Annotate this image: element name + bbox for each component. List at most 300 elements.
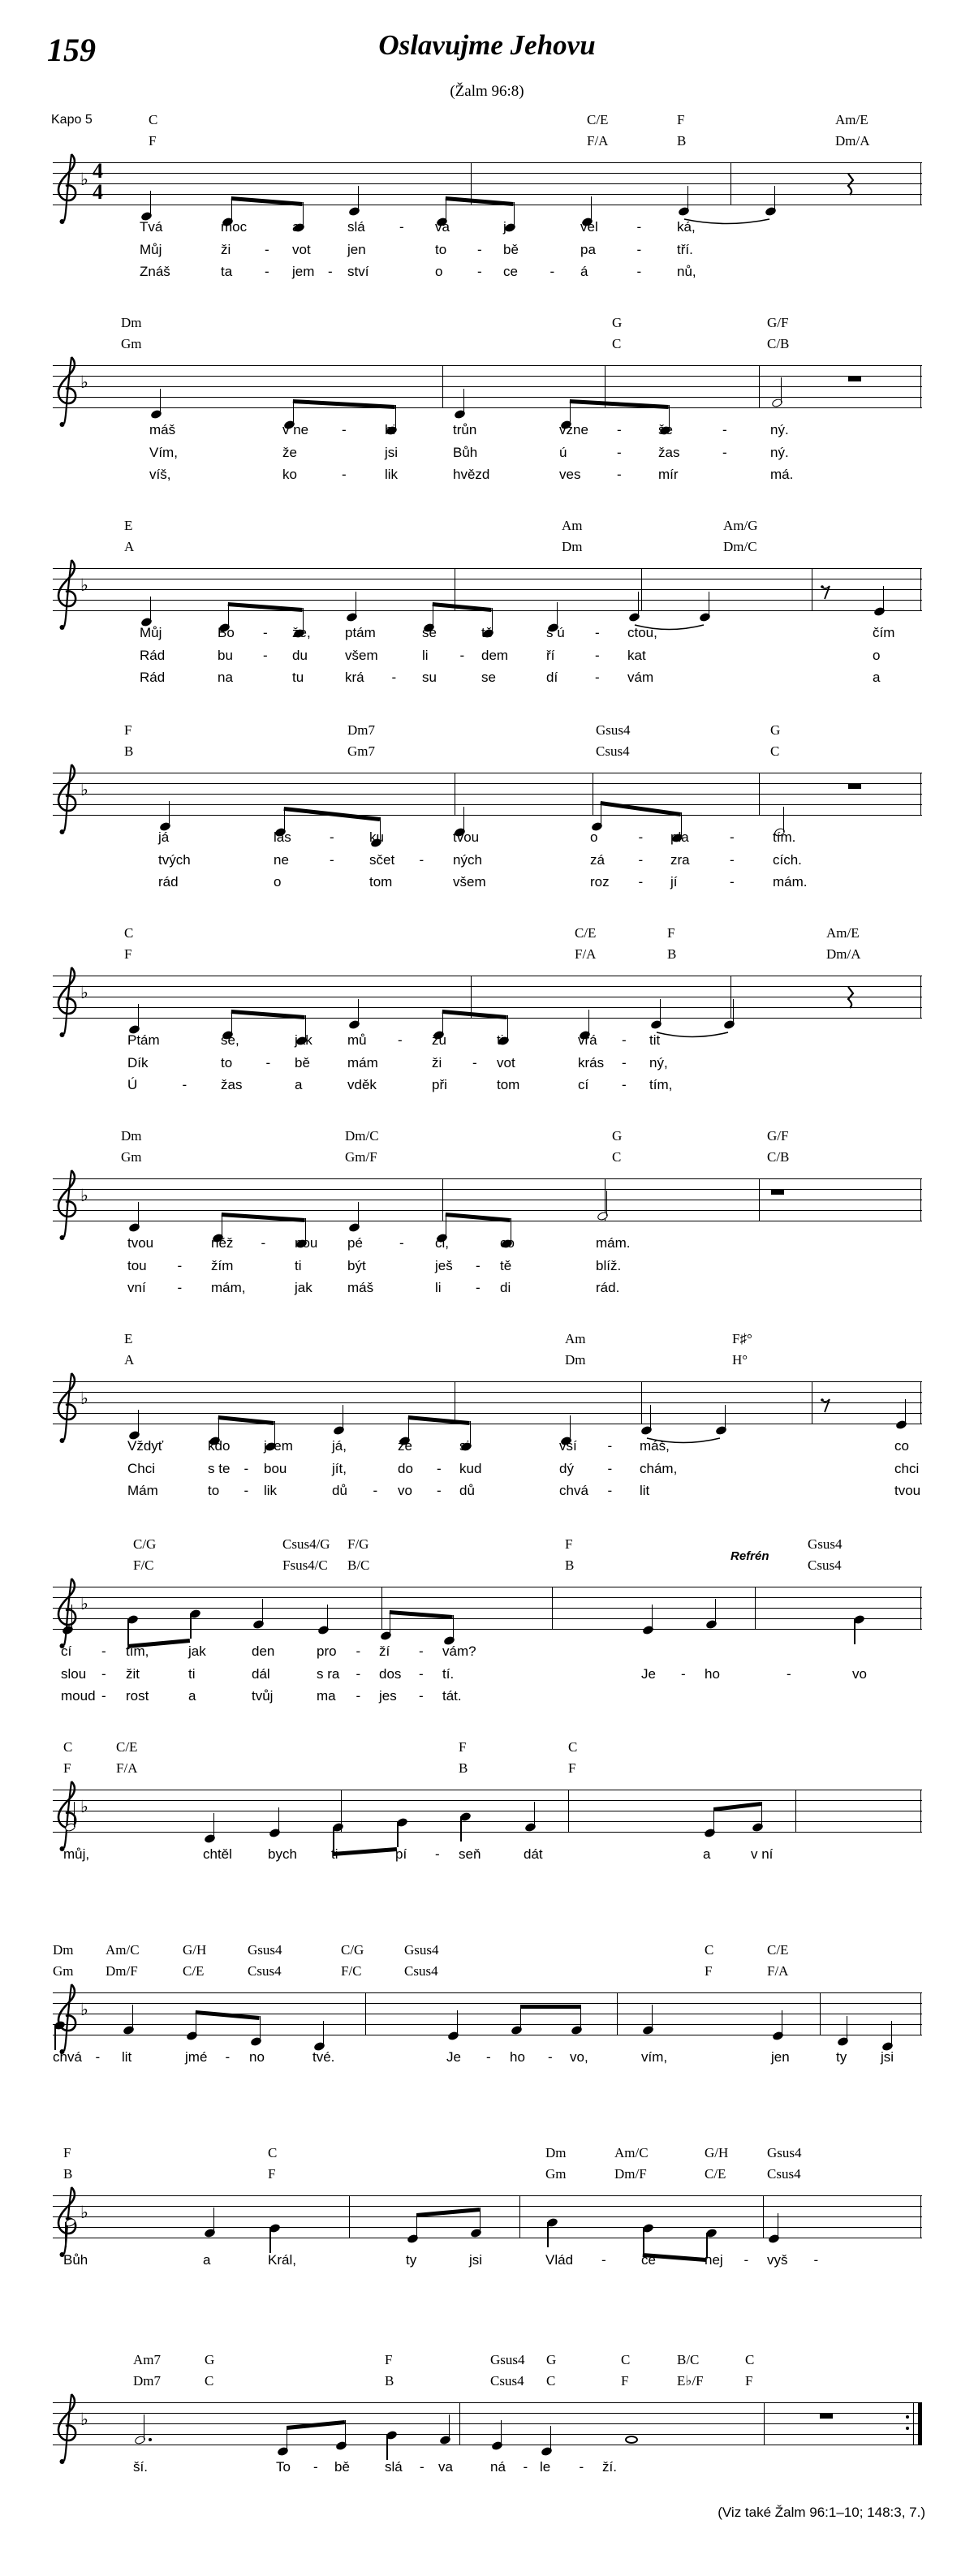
- lyric-syllable: ti: [295, 1257, 302, 1273]
- lyric-syllable: si: [459, 1438, 470, 1454]
- staff-line: [53, 568, 922, 569]
- lyric-syllable: na: [218, 670, 233, 685]
- chord-label-actual: C: [612, 1149, 622, 1165]
- chord-label-actual: Gm: [121, 336, 142, 351]
- note-stem: [138, 1202, 140, 1227]
- lyric-hyphen: -: [622, 1032, 627, 1048]
- barline: [795, 1790, 796, 1833]
- lyric-syllable: mír: [658, 467, 679, 482]
- lyric-syllable: Je: [446, 2049, 461, 2065]
- lyric-hyphen: -: [356, 1643, 361, 1659]
- lyric-syllable: a: [188, 1688, 196, 1704]
- lyric-hyphen: -: [477, 264, 482, 279]
- lyric-hyphen: -: [225, 2049, 231, 2065]
- lyric-syllable: ných: [453, 851, 482, 868]
- lyric-syllable: já: [158, 829, 170, 845]
- note-stem: [650, 1405, 652, 1430]
- lyric-syllable: vděk: [347, 1077, 377, 1092]
- chord-label-capo: Gsus4: [808, 1536, 843, 1552]
- lyric-hyphen: -: [607, 1483, 613, 1498]
- lyric-syllable: a: [292, 219, 300, 235]
- lyric-hyphen: -: [419, 1643, 424, 1659]
- lyric-syllable: vo,: [570, 2049, 588, 2065]
- lyric-syllable: bu: [218, 647, 233, 663]
- lyric-hyphen: -: [579, 2459, 584, 2475]
- treble-clef-icon: [54, 964, 81, 1042]
- lyric-syllable: máš: [347, 1280, 374, 1295]
- lyric-syllable: Můj: [140, 241, 162, 257]
- note-stem: [150, 597, 152, 622]
- note-stem: [144, 2414, 145, 2440]
- flat-icon: ♭: [80, 780, 88, 799]
- lyric-syllable: di: [500, 1280, 511, 1295]
- note-stem: [547, 2222, 549, 2247]
- lyric-syllable: krás: [578, 1054, 605, 1070]
- lyric-syllable: tvé.: [312, 2049, 335, 2065]
- note-stem: [557, 602, 558, 627]
- lyric-hyphen: -: [261, 1235, 266, 1251]
- lyric-syllable: Vlád: [545, 2252, 574, 2268]
- treble-clef-icon: [54, 1981, 81, 2059]
- chord-label-actual: F: [268, 2166, 276, 2182]
- lyric-syllable: víš,: [149, 467, 171, 482]
- lyric-syllable: jen: [347, 241, 366, 257]
- note-stem: [190, 1613, 192, 1639]
- lyric-syllable: jak: [188, 1643, 206, 1659]
- lyric-hyphen: -: [328, 264, 333, 279]
- chord-label-actual: Fsus4/C: [282, 1557, 328, 1573]
- chord-label-actual: Dm/C: [723, 539, 757, 554]
- lyric-syllable: něž: [211, 1235, 234, 1251]
- note-stem: [222, 1213, 223, 1238]
- lyric-syllable: seň: [459, 1846, 481, 1862]
- lyric-syllable: du: [292, 647, 308, 663]
- lyric-syllable: rád: [158, 874, 179, 890]
- note-stem: [269, 2228, 271, 2253]
- barline: [568, 1790, 569, 1833]
- lyric-syllable: va: [435, 219, 450, 235]
- lyric-syllable: čím: [873, 625, 895, 640]
- chord-label-actual: F: [149, 133, 157, 149]
- staff-line: [53, 804, 922, 805]
- lyric-syllable: dí: [546, 670, 558, 685]
- treble-clef-icon: [54, 2391, 81, 2469]
- lyric-syllable: slou: [61, 1665, 87, 1682]
- lyric-syllable: či,: [435, 1235, 449, 1251]
- treble-clef-icon: [54, 761, 81, 839]
- lyric-syllable: vo: [852, 1665, 867, 1682]
- chord-label-capo: C: [568, 1739, 578, 1755]
- chord-label-actual: Gm: [545, 2166, 567, 2182]
- chord-label-capo: Gsus4: [248, 1942, 282, 1958]
- note-stem: [293, 399, 295, 424]
- chord-label-capo: Am/E: [826, 925, 860, 941]
- lyric-hyphen: -: [265, 1054, 271, 1070]
- lyric-syllable: še: [658, 422, 673, 437]
- chord-label-capo: C/E: [575, 925, 597, 941]
- lyric-syllable: slá: [347, 219, 365, 235]
- lyric-syllable: tím,: [126, 1643, 149, 1659]
- note-stem: [457, 2010, 459, 2035]
- lyric-syllable: chvá: [53, 2049, 82, 2065]
- end-barline: [920, 976, 921, 1019]
- lyric-syllable: vší: [559, 1438, 577, 1454]
- chord-label-actual: H°: [732, 1352, 748, 1368]
- note-stem: [507, 1015, 509, 1040]
- lyric-syllable: a: [703, 1846, 711, 1862]
- note-stem: [358, 186, 360, 211]
- barline: [519, 2195, 520, 2238]
- chord-label-actual: B: [124, 743, 134, 759]
- staff-line: [53, 1402, 922, 1403]
- lyric-hyphen: -: [638, 851, 644, 868]
- flat-icon: ♭: [80, 1594, 88, 1613]
- lyric-syllable: při: [432, 1077, 447, 1092]
- barline: [820, 1992, 821, 2035]
- flat-icon: ♭: [80, 2000, 88, 2019]
- barline: [442, 365, 443, 408]
- lyric-syllable: máš,: [640, 1438, 670, 1454]
- rest: [820, 1397, 831, 1413]
- note-stem: [606, 1191, 608, 1216]
- lyric-syllable: ko: [282, 467, 297, 482]
- note-stem: [501, 2420, 502, 2445]
- lyric-syllable: ješ: [435, 1257, 453, 1273]
- lyric-hyphen: -: [636, 241, 642, 257]
- staff-line: [53, 365, 922, 366]
- note-stem: [883, 586, 885, 611]
- lyric-syllable: o: [435, 264, 443, 279]
- rest: [848, 784, 861, 789]
- lyric-syllable: Král,: [268, 2252, 296, 2268]
- lyric-syllable: to: [221, 1054, 233, 1070]
- lyric-syllable: kat: [627, 647, 646, 663]
- lyric-syllable: li: [422, 647, 429, 663]
- note-stem: [725, 1405, 726, 1430]
- lyric-syllable: ný.: [770, 444, 789, 460]
- staff-line: [53, 2434, 922, 2435]
- lyric-syllable: s ra: [317, 1665, 340, 1682]
- barline: [764, 2402, 765, 2445]
- chord-label-capo: F/G: [347, 1536, 369, 1552]
- lyric-syllable: ty: [836, 2049, 847, 2065]
- note-stem: [397, 1822, 399, 1847]
- staff-line: [53, 783, 922, 784]
- staff-line: [53, 1381, 922, 1382]
- staff-line: [53, 376, 922, 377]
- lyric-syllable: o: [590, 829, 598, 845]
- lyric-hyphen: -: [177, 1280, 183, 1295]
- note-stem: [652, 2005, 653, 2030]
- note-stem: [709, 592, 710, 617]
- chord-label-actual: C/B: [767, 336, 790, 351]
- note-stem: [132, 2005, 134, 2030]
- note-stem: [580, 2005, 582, 2030]
- chord-label-capo: Dm7: [347, 722, 375, 738]
- barline: [730, 162, 731, 205]
- lyric-hyphen: -: [813, 2252, 819, 2268]
- lyric-syllable: Znáš: [140, 264, 170, 279]
- barline: [349, 2195, 350, 2238]
- chord-label-capo: E: [124, 1331, 133, 1346]
- lyric-hyphen: -: [636, 264, 642, 279]
- lyric-syllable: lik: [264, 1483, 278, 1498]
- lyric-hyphen: -: [373, 1483, 378, 1498]
- chord-label-actual: F/C: [341, 1963, 362, 1979]
- lyric-syllable: cí: [61, 1643, 72, 1659]
- lyric-syllable: ma: [317, 1688, 336, 1704]
- lyric-hyphen: -: [263, 625, 268, 640]
- rest: [771, 1190, 784, 1195]
- lyric-hyphen: -: [617, 467, 622, 482]
- staff-line: [53, 194, 922, 195]
- chord-label-capo: Gsus4: [490, 2352, 525, 2367]
- chord-label-capo: F: [677, 112, 685, 127]
- lyric-hyphen: -: [437, 1460, 442, 1476]
- note-stem: [358, 999, 360, 1024]
- lyric-syllable: le: [540, 2459, 551, 2475]
- lyric-syllable: nej: [705, 2252, 723, 2268]
- lyric-syllable: o: [873, 647, 881, 663]
- lyric-syllable: krá: [345, 670, 364, 685]
- end-barline: [920, 162, 921, 205]
- staff-line: [53, 2216, 922, 2217]
- chord-label-actual: F/A: [116, 1760, 138, 1776]
- beam: [287, 2420, 345, 2429]
- note-stem: [213, 2208, 215, 2233]
- lyric-syllable: tě: [500, 1257, 512, 1273]
- lyric-hyphen: -: [263, 647, 268, 663]
- chord-label-capo: G/F: [767, 1128, 789, 1144]
- lyric-syllable: moc: [221, 219, 248, 235]
- chord-label-capo: F: [63, 2145, 71, 2160]
- lyric-syllable: že: [398, 1438, 412, 1454]
- lyric-syllable: Rád: [140, 647, 166, 663]
- chord-label-actual: F: [63, 1760, 71, 1776]
- lyric-syllable: Bůh: [453, 444, 478, 460]
- treble-clef-icon: [54, 1575, 81, 1653]
- lyric-hyphen: -: [265, 264, 269, 279]
- lyric-syllable: tát.: [442, 1688, 462, 1704]
- lyric-hyphen: -: [486, 2049, 491, 2065]
- chord-label-actual: B: [63, 2166, 73, 2182]
- lyric-hyphen: -: [476, 1280, 481, 1295]
- lyric-syllable: ú: [559, 444, 567, 460]
- note-stem: [160, 389, 162, 414]
- chord-label-actual: Csus4: [490, 2373, 524, 2389]
- chord-label-capo: Csus4/G: [282, 1536, 330, 1552]
- lyric-syllable: pí: [395, 1846, 407, 1862]
- staff-line: [53, 2024, 922, 2025]
- lyric-syllable: se: [422, 625, 437, 640]
- note-stem: [520, 2005, 522, 2030]
- staff-line: [53, 589, 922, 590]
- lyric-syllable: vot: [292, 241, 311, 257]
- chord-label-capo: Gsus4: [767, 2145, 802, 2160]
- note-stem: [550, 2426, 552, 2451]
- lyric-hyphen: -: [607, 1438, 613, 1454]
- chord-label-actual: Csus4: [767, 2166, 801, 2182]
- lyric-syllable: s te: [208, 1460, 231, 1476]
- chord-label-capo: F♯°: [732, 1331, 752, 1346]
- note-stem: [713, 1807, 715, 1833]
- chord-label-actual: B: [385, 2373, 394, 2389]
- chord-label-actual: Gm: [121, 1149, 142, 1165]
- lyric-syllable: ří: [546, 647, 555, 663]
- lyric-syllable: mám.: [773, 874, 808, 890]
- lyric-hyphen: -: [399, 1235, 404, 1251]
- note-stem: [169, 801, 170, 826]
- lyric-hyphen: -: [548, 2049, 553, 2065]
- note-stem: [323, 2021, 325, 2046]
- lyric-syllable: jak: [295, 1032, 312, 1048]
- flat-icon: ♭: [80, 983, 88, 1002]
- lyric-syllable: vám?: [442, 1643, 476, 1659]
- lyric-hyphen: -: [601, 2252, 606, 2268]
- lyric-syllable: to: [435, 241, 447, 257]
- lyric-syllable: ká,: [677, 219, 696, 235]
- lyric-hyphen: -: [435, 1846, 440, 1862]
- lyric-hyphen: -: [638, 874, 644, 890]
- lyric-syllable: vím,: [641, 2049, 668, 2065]
- chord-label-capo: G: [546, 2352, 557, 2367]
- chord-label-actual: B: [565, 1557, 575, 1573]
- lyric-syllable: dem: [481, 647, 509, 663]
- lyric-syllable: tím.: [773, 829, 796, 845]
- chord-label-capo: C/G: [133, 1536, 157, 1552]
- chord-label-actual: C/B: [767, 1149, 790, 1165]
- chord-label-capo: Gsus4: [596, 722, 631, 738]
- lyric-syllable: co: [894, 1438, 909, 1454]
- tie-arc: [656, 1031, 729, 1042]
- lyric-syllable: ce: [503, 264, 518, 279]
- chord-label-capo: E: [124, 518, 133, 533]
- flat-icon: ♭: [80, 170, 88, 189]
- note-stem: [715, 1599, 717, 1624]
- lyric-syllable: ta: [221, 264, 233, 279]
- lyric-syllable: tří.: [677, 241, 693, 257]
- chord-label-actual: C: [546, 2373, 556, 2389]
- capo-label: Kapo 5: [51, 113, 93, 127]
- staff-line: [53, 2402, 922, 2403]
- lyric-hyphen: -: [523, 2459, 528, 2475]
- note-stem: [854, 1619, 855, 1644]
- lyric-syllable: ce: [641, 2252, 656, 2268]
- lyric-hyphen: -: [595, 647, 600, 663]
- staff-line: [53, 162, 922, 163]
- rest: [844, 986, 855, 1009]
- chord-label-actual: Gm7: [347, 743, 375, 759]
- chord-label-capo: F: [459, 1739, 467, 1755]
- chord-label-capo: Am/C: [106, 1942, 140, 1958]
- staff-line: [53, 794, 922, 795]
- chord-label-capo: C: [268, 2145, 278, 2160]
- lyric-hyphen: -: [265, 241, 269, 257]
- lyric-syllable: lit: [122, 2049, 132, 2065]
- chord-label-capo: Dm: [121, 315, 142, 330]
- end-barline: [920, 1381, 921, 1424]
- lyric-syllable: mám,: [211, 1280, 246, 1295]
- lyric-hyphen: -: [399, 219, 404, 235]
- chord-label-actual: Dm: [565, 1352, 586, 1368]
- treble-clef-icon: [54, 354, 81, 432]
- note-stem: [303, 202, 304, 227]
- note-stem: [65, 2222, 67, 2247]
- lyric-syllable: ží: [379, 1643, 390, 1659]
- lyric-syllable: bě: [503, 241, 519, 257]
- note-stem: [570, 1415, 571, 1441]
- note-stem: [470, 1421, 472, 1446]
- lyric-syllable: se: [481, 670, 496, 685]
- note-stem: [460, 1816, 462, 1842]
- lyric-syllable: pro: [317, 1643, 337, 1659]
- lyric-syllable: ží.: [602, 2459, 617, 2475]
- lyric-syllable: roz: [590, 874, 610, 890]
- chord-label-actual: F: [745, 2373, 753, 2389]
- lyric-hyphen: -: [420, 2459, 425, 2475]
- flat-icon: ♭: [80, 1797, 88, 1816]
- lyric-syllable: mů: [347, 1032, 367, 1048]
- lyric-syllable: jít,: [332, 1460, 347, 1476]
- lyric-syllable: do: [398, 1460, 413, 1476]
- staff-line: [53, 1608, 922, 1609]
- chord-label-actual: C/E: [183, 1963, 205, 1979]
- lyric-syllable: cí: [578, 1077, 589, 1092]
- lyric-syllable: všem: [345, 647, 378, 663]
- lyric-syllable: dál: [252, 1665, 270, 1682]
- end-barline: [920, 2195, 921, 2238]
- lyric-syllable: ti: [188, 1665, 196, 1682]
- barline: [730, 976, 731, 1019]
- flat-icon: ♭: [80, 1186, 88, 1205]
- lyric-syllable: tvých: [158, 851, 191, 868]
- end-barline: [920, 773, 921, 816]
- lyric-hyphen: -: [636, 219, 642, 235]
- chord-label-capo: G/H: [183, 1942, 207, 1958]
- staff-line: [53, 407, 922, 408]
- lyric-syllable: ný,: [649, 1054, 668, 1070]
- note-stem: [588, 1010, 590, 1035]
- lyric-syllable: žas: [221, 1077, 243, 1092]
- lyric-hyphen: -: [622, 1054, 627, 1070]
- staff-line: [53, 1018, 922, 1019]
- chord-label-capo: Am: [562, 518, 583, 533]
- lyric-syllable: vot: [497, 1054, 515, 1070]
- lyric-syllable: den: [252, 1643, 275, 1659]
- chord-label-actual: F/C: [133, 1557, 154, 1573]
- lyric-syllable: ctou,: [627, 625, 657, 640]
- note-stem: [687, 186, 689, 211]
- note-stem: [343, 1405, 344, 1430]
- lyric-syllable: To: [276, 2459, 291, 2475]
- lyric-syllable: Chci: [127, 1460, 156, 1476]
- rest: [848, 377, 861, 381]
- lyric-syllable: Tvá: [140, 219, 163, 235]
- chord-label-actual: C: [770, 743, 780, 759]
- lyric-hyphen: -: [472, 1054, 477, 1070]
- barline: [617, 1992, 618, 2035]
- flat-icon: ♭: [80, 2203, 88, 2222]
- lyric-syllable: dý: [559, 1460, 574, 1476]
- lyric-syllable: se,: [221, 1032, 239, 1048]
- lyric-syllable: nů,: [677, 264, 696, 279]
- barline: [641, 568, 642, 611]
- chord-label-capo: F: [565, 1536, 573, 1552]
- note-stem: [138, 1410, 140, 1435]
- lyric-syllable: Bo: [218, 625, 235, 640]
- lyric-syllable: slá: [385, 2459, 403, 2475]
- end-barline: [920, 1790, 921, 1833]
